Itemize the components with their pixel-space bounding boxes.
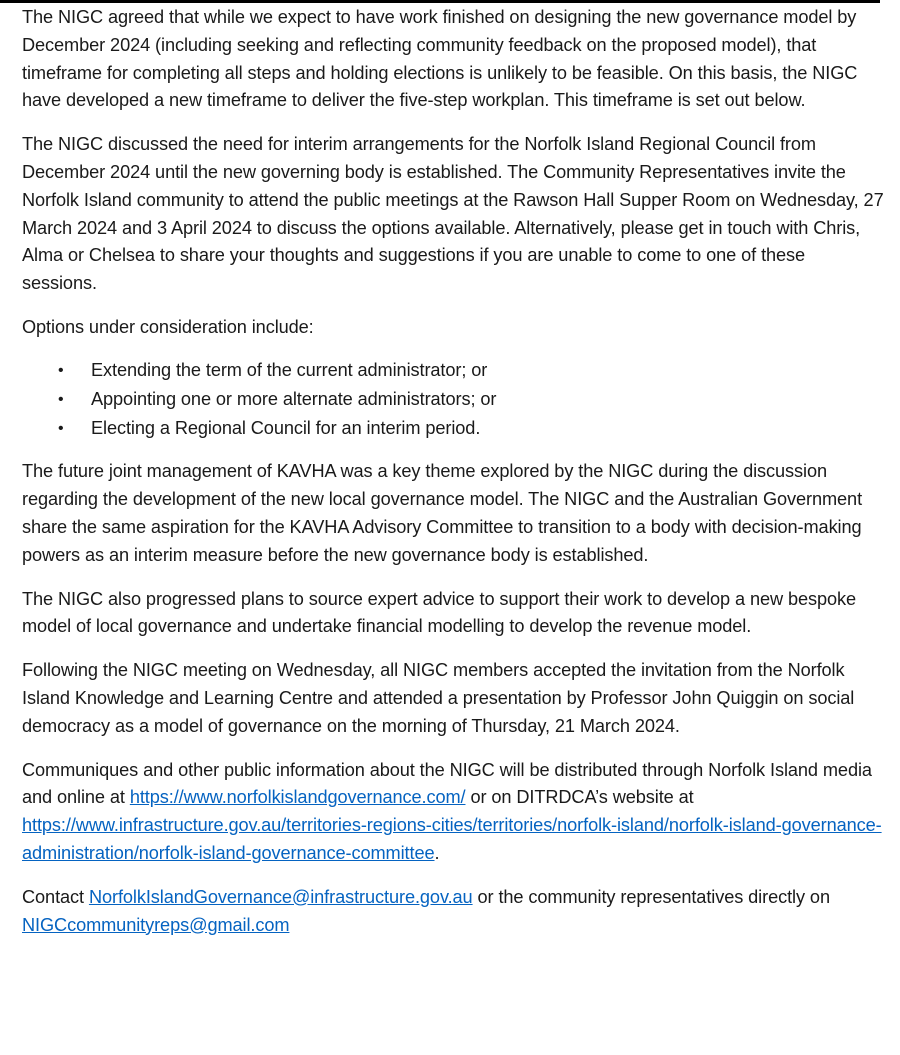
communiques-text-after: .	[434, 842, 440, 863]
bullet-icon: •	[58, 390, 64, 408]
norfolk-governance-website-link[interactable]: https://www.norfolkislandgovernance.com/	[129, 787, 466, 808]
community-reps-email-link[interactable]: NIGCcommunityreps@gmail.com	[22, 914, 290, 935]
governance-email-link[interactable]: NorfolkIslandGovernance@infrastructure.gov.au	[88, 886, 473, 907]
bullet-icon: •	[58, 361, 64, 379]
list-item	[22, 385, 884, 414]
options-list	[22, 356, 884, 444]
paragraph-kavha: The future joint management of KAVHA was a key theme explored by the NIGC during the discussion regarding the development of the new local governance model. The NIGC and the Australian Government share the same aspiration for the KAVHA Advisory Committee to transition to a body with decision-making powers as an interim measure before the new governance body is established.	[22, 461, 863, 565]
paragraph-options-intro: Options under consideration include:	[22, 316, 314, 337]
paragraph-presentation: Following the NIGC meeting on Wednesday, all NIGC members accepted the invitation from the Norfolk Island Knowledge and Learning Centre and attended a presentation by Professor John Quiggin on social democracy as a model of governance on the morning of Thursday, 21 March 2024.	[22, 660, 855, 736]
communiques-text-middle: or on DITRDCA’s website at	[465, 787, 694, 808]
bullet-icon: •	[58, 420, 64, 438]
paragraph-communiques	[22, 757, 884, 868]
paragraph-expert-advice: The NIGC also progressed plans to source expert advice to support their work to develop a new bespoke model of local governance and undertake financial modelling to develop the revenue model.	[22, 588, 857, 637]
paragraph-timeframe: The NIGC agreed that while we expect to have work finished on designing the new governance model by December 2024 (including seeking and reflecting community feedback on the proposed model), that timeframe for completing all steps and holding elections is unlikely to be feasible. On this basis, the NIGC have developed a new timeframe to deliver the five-step workplan. This timeframe is set out below.	[22, 7, 858, 111]
list-item-text: Electing a Regional Council for an interim period.	[91, 418, 481, 439]
infrastructure-website-link[interactable]: https://www.infrastructure.gov.au/territories-regions-cities/territories/norfolk-island/norfolk-island-governance-administration/norfolk-island-governance-committee	[22, 815, 882, 863]
communiques-text-before: Communiques and other public information about the NIGC will be distributed through Norfolk Island media and online at	[22, 759, 872, 808]
contact-text-before: Contact	[22, 886, 89, 907]
list-item-text: Extending the term of the current administrator; or	[91, 359, 488, 380]
list-item-text: Appointing one or more alternate administrators; or	[91, 388, 497, 409]
contact-text-middle: or the community representatives directly on	[472, 886, 830, 907]
paragraph-interim-arrangements: The NIGC discussed the need for interim arrangements for the Norfolk Island Regional Council from December 2024 until the new governing body is established. The Community Representatives invite the Norfolk Island community to attend the public meetings at the Rawson Hall Supper Room on Wednesday, 27 March 2024 and 3 April 2024 to discuss the options available. Alternatively, please get in touch with Chris, Alma or Chelsea to share your thoughts and suggestions if you are unable to come to one of these sessions.	[22, 134, 884, 294]
top-rule	[0, 0, 880, 3]
list-item	[22, 414, 884, 443]
list-item	[22, 356, 884, 385]
document-body	[22, 4, 884, 939]
paragraph-contact	[22, 884, 884, 940]
